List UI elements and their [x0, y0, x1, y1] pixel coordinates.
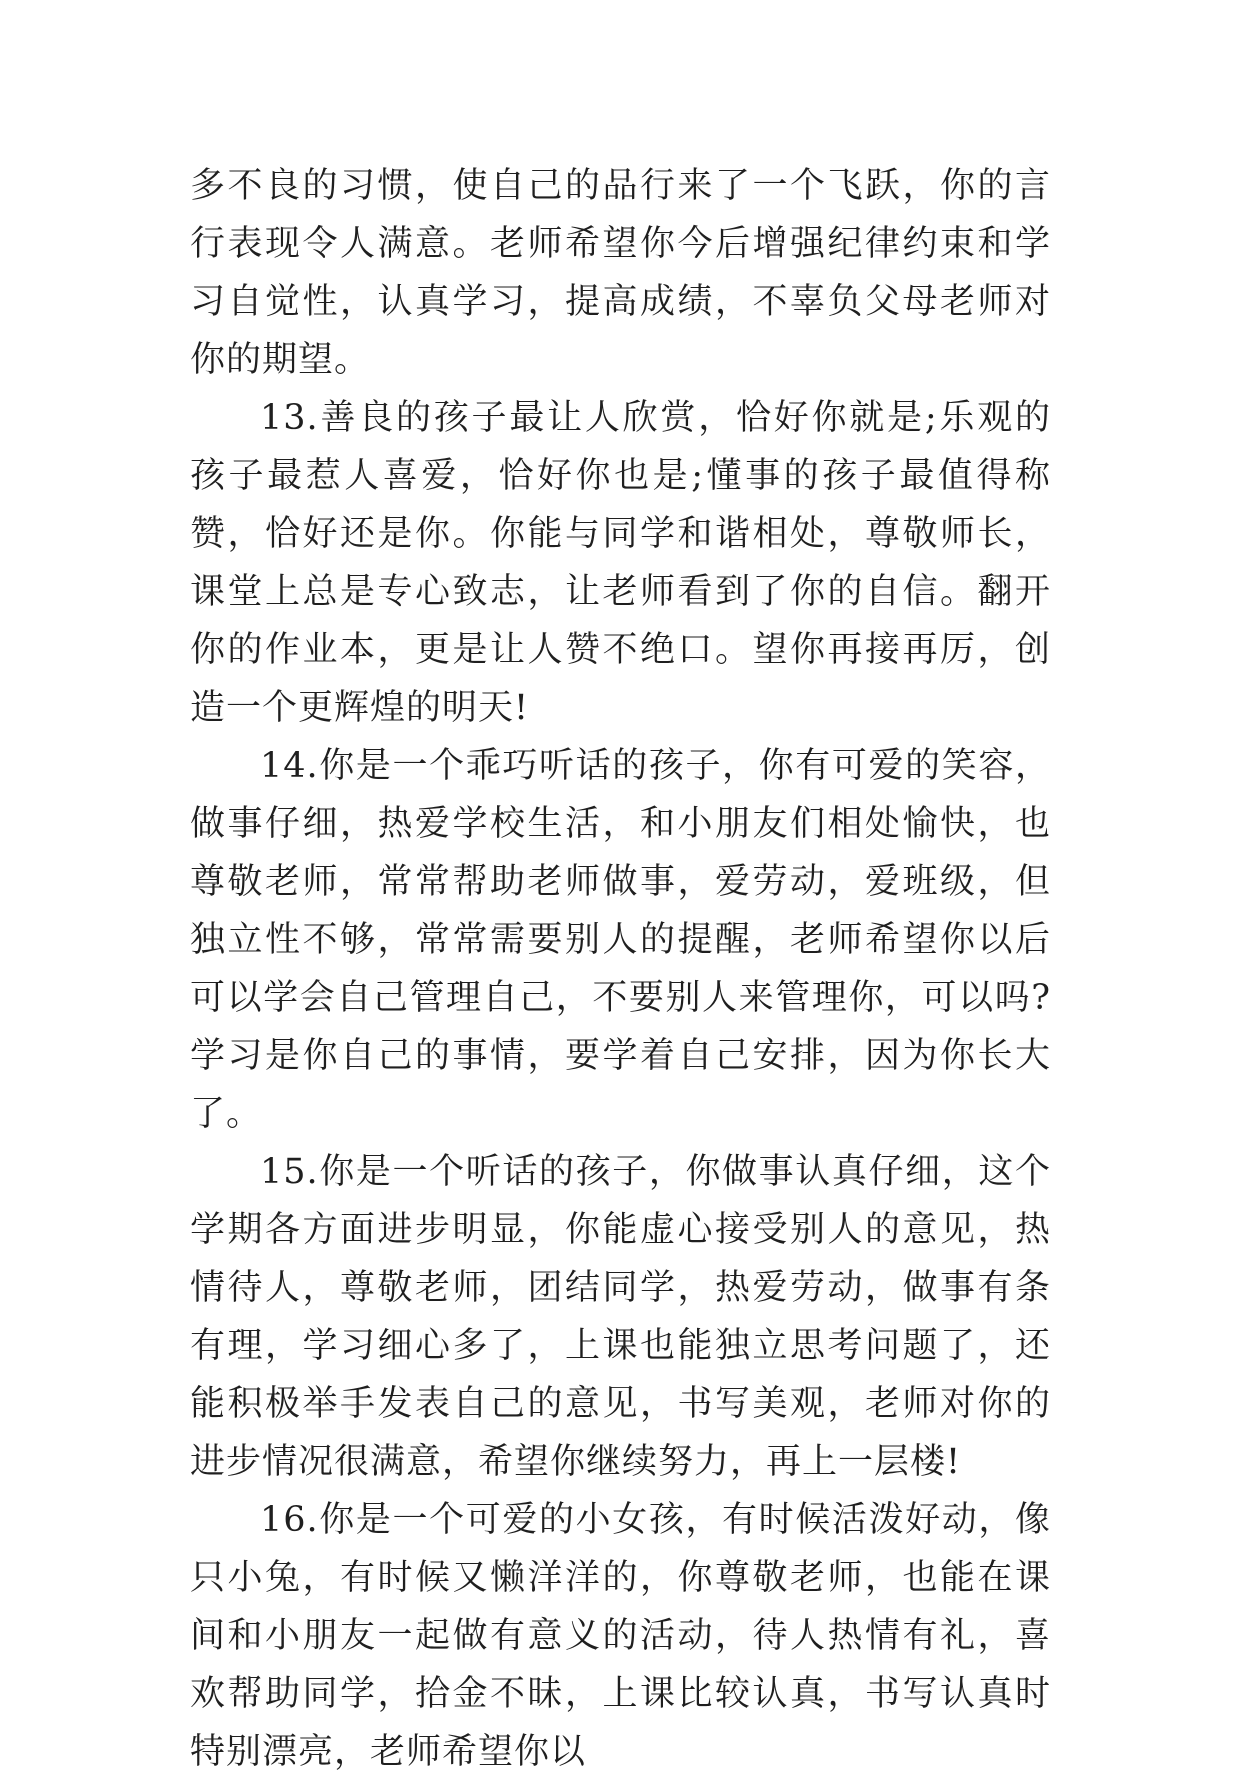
document-body [190, 157, 1051, 1781]
paragraph-16: 16.你是一个可爱的小女孩，有时候活泼好动，像只小兔，有时候又懒洋洋的，你尊敬老师，也能在课间和小朋友一起做有意义的活动，待人热情有礼，喜欢帮助同学，拾金不昧，上课比较认真，书写认真时特别漂亮，老师希望你以 [190, 1500, 1051, 1772]
paragraph-13: 13.善良的孩子最让人欣赏，恰好你就是;乐观的孩子最惹人喜爱，恰好你也是;懂事的孩子最值得称赞，恰好还是你。你能与同学和谐相处，尊敬师长，课堂上总是专心致志，让老师看到了你的自信。翻开你的作业本，更是让人赞不绝口。望你再接再厉，创造一个更辉煌的明天! [190, 398, 1051, 728]
paragraph-continuation: 多不良的习惯，使自己的品行来了一个飞跃，你的言行表现令人满意。老师希望你今后增强纪律约束和学习自觉性，认真学习，提高成绩，不辜负父母老师对你的期望。 [190, 166, 1051, 380]
paragraph-15: 15.你是一个听话的孩子，你做事认真仔细，这个学期各方面进步明显，你能虚心接受别人的意见，热情待人，尊敬老师，团结同学，热爱劳动，做事有条有理，学习细心多了，上课也能独立思考问题了，还能积极举手发表自己的意见，书写美观，老师对你的进步情况很满意，希望你继续努力，再上一层楼! [190, 1152, 1051, 1482]
paragraph-14: 14.你是一个乖巧听话的孩子，你有可爱的笑容，做事仔细，热爱学校生活，和小朋友们相处愉快，也尊敬老师，常常帮助老师做事，爱劳动，爱班级，但独立性不够，常常需要别人的提醒，老师希望你以后可以学会自己管理自己，不要别人来管理你，可以吗?学习是你自己的事情，要学着自己安排，因为你长大了。 [190, 746, 1051, 1134]
